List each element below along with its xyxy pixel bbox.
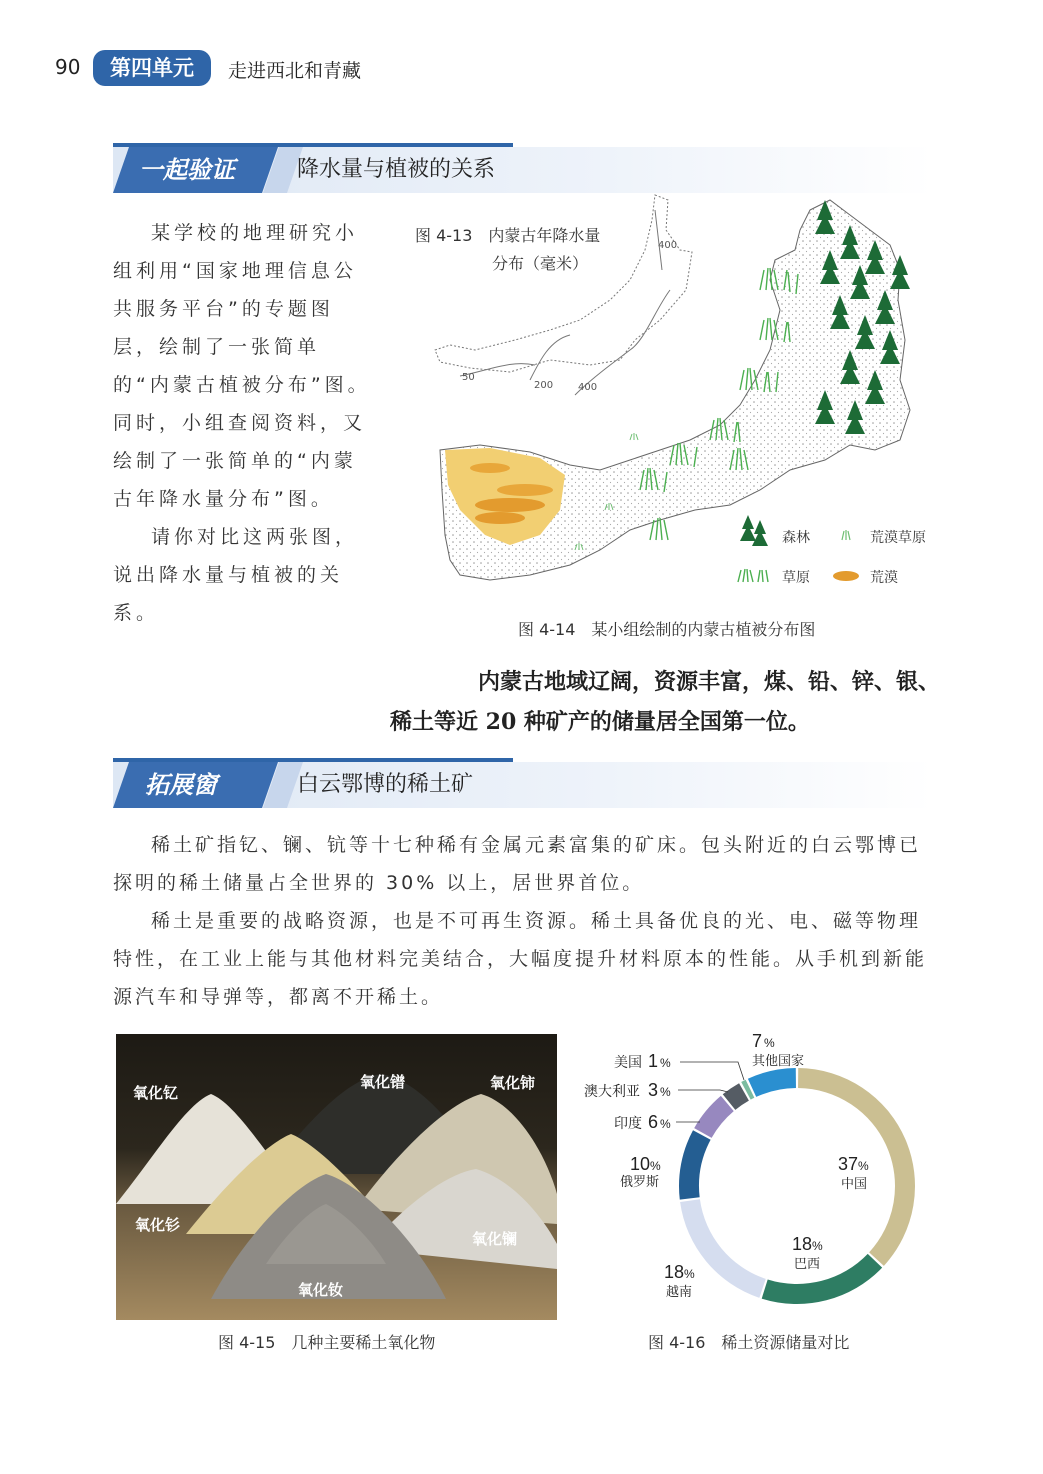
label-india-name: 印度 bbox=[614, 1115, 642, 1131]
figure-4-15-caption: 图 4-15 几种主要稀土氧化物 bbox=[218, 1333, 436, 1352]
label-china-value: 37 bbox=[838, 1154, 859, 1174]
legend-grassland-label: 草原 bbox=[782, 570, 810, 586]
label-brazil-name: 巴西 bbox=[794, 1256, 821, 1271]
expand-paragraphs bbox=[113, 826, 933, 1016]
expand-paragraph-1: 稀土矿指钇、镧、钪等十七种稀有金属元素富集的矿床。包头附近的白云鄂博已探明的稀土储量占全世界的 30% 以上，居世界首位。 bbox=[113, 834, 922, 894]
verify-paragraph-1: 某学校的地理研究小组利用“国家地理信息公共服务平台”的专题图层，绘制了一张简单的“内蒙古植被分布”图。同时，小组查阅资料，又绘制了一张简单的“内蒙古年降水量分布”图。 bbox=[113, 222, 371, 510]
inset-caption-line-1: 图 4-13 内蒙古年降水量 bbox=[415, 226, 601, 245]
verify-banner bbox=[113, 143, 933, 193]
label-neodymium-oxide: 氧化钕 bbox=[298, 1281, 344, 1299]
verify-section-title: 降水量与植被的关系 bbox=[297, 157, 496, 182]
label-russia-name: 俄罗斯 bbox=[620, 1174, 660, 1189]
legend-forest-label: 森林 bbox=[782, 530, 810, 546]
label-australia-value: 3 bbox=[648, 1080, 659, 1100]
rare-earth-oxides-photo bbox=[116, 1034, 557, 1320]
figure-4-14-caption: 图 4-14 某小组绘制的内蒙古植被分布图 bbox=[518, 620, 816, 639]
legend-forest-icon bbox=[740, 515, 756, 541]
label-china-name: 中国 bbox=[841, 1176, 868, 1191]
verify-paragraph-2: 请你对比这两张图，说出降水量与植被的关系。 bbox=[113, 526, 359, 624]
label-others-name: 其他国家 bbox=[752, 1053, 805, 1068]
label-vietnam-name: 越南 bbox=[666, 1284, 693, 1299]
label-russia-value: 10 bbox=[630, 1154, 651, 1174]
statement-line-2: 稀土等近 20 种矿产的储量居全国第一位。 bbox=[390, 709, 810, 735]
unit-badge: 第四单元 bbox=[93, 50, 211, 86]
legend-grassland-icon bbox=[738, 569, 768, 582]
expand-paragraph-2: 稀土是重要的战略资源，也是不可再生资源。稀土具备优良的光、电、磁等物理特性，在工业上能与其他材料完美结合，大幅度提升材料原本的性能。从手机到新能源汽车和导弹等，都离不开稀土。 bbox=[113, 910, 928, 1008]
svg-text:%: % bbox=[764, 1036, 775, 1050]
legend-desert-icon bbox=[833, 571, 859, 581]
donut-slice-2 bbox=[680, 1199, 766, 1298]
legend-desert-label: 荒漠 bbox=[870, 570, 898, 586]
label-lanthanum-oxide: 氧化镧 bbox=[472, 1230, 518, 1248]
isoline-50: 50 bbox=[462, 372, 475, 383]
isoline-200: 200 bbox=[534, 380, 554, 391]
reserves-donut-chart bbox=[560, 1030, 940, 1330]
expand-banner bbox=[113, 758, 933, 808]
expand-tab-label: 拓展窗 bbox=[145, 771, 217, 799]
map-legend bbox=[738, 515, 926, 586]
svg-text:%: % bbox=[660, 1117, 671, 1131]
donut-slice-4 bbox=[694, 1096, 734, 1138]
label-praseodymium-oxide: 氧化镨 bbox=[360, 1073, 406, 1091]
svg-text:%: % bbox=[650, 1159, 661, 1173]
svg-text:%: % bbox=[812, 1239, 823, 1253]
isoline-400-a: 400 bbox=[578, 382, 598, 393]
label-india-value: 6 bbox=[648, 1112, 659, 1132]
label-usa-name: 美国 bbox=[614, 1054, 642, 1070]
label-brazil-value: 18 bbox=[792, 1234, 813, 1254]
legend-desert-steppe-label: 荒漠草原 bbox=[870, 530, 926, 546]
mineral-statement bbox=[390, 662, 940, 742]
label-vietnam-value: 18 bbox=[664, 1262, 685, 1282]
label-australia-name: 澳大利亚 bbox=[584, 1083, 640, 1099]
svg-text:%: % bbox=[858, 1159, 869, 1173]
donut-slice-1 bbox=[762, 1254, 882, 1304]
donut-slice-7 bbox=[748, 1068, 796, 1097]
unit-title: 走进西北和青藏 bbox=[228, 60, 362, 82]
inset-caption-line-2: 分布（毫米） bbox=[492, 254, 589, 273]
svg-text:%: % bbox=[684, 1267, 695, 1281]
isoline-400-b: 400 bbox=[658, 240, 678, 251]
donut-slice-3 bbox=[679, 1130, 711, 1199]
verify-paragraphs bbox=[113, 214, 373, 632]
verify-tab-label: 一起验证 bbox=[139, 156, 235, 184]
inset-caption bbox=[415, 222, 600, 278]
label-samarium-oxide: 氧化钐 bbox=[135, 1216, 181, 1234]
figure-4-16-caption: 图 4-16 稀土资源储量对比 bbox=[648, 1333, 850, 1352]
svg-text:%: % bbox=[660, 1056, 671, 1070]
statement-line-1: 内蒙古地域辽阔，资源丰富，煤、铅、锌、银、 bbox=[477, 669, 940, 695]
label-yttrium-oxide: 氧化钇 bbox=[133, 1084, 179, 1102]
label-cerium-oxide: 氧化铈 bbox=[490, 1074, 536, 1092]
page-number: 90 bbox=[55, 55, 81, 79]
svg-text:%: % bbox=[660, 1085, 671, 1099]
expand-section-title: 白云鄂博的稀土矿 bbox=[297, 772, 474, 797]
legend-desert-steppe-icon bbox=[842, 530, 850, 540]
label-usa-value: 1 bbox=[648, 1051, 659, 1071]
label-others-value: 7 bbox=[752, 1031, 763, 1051]
